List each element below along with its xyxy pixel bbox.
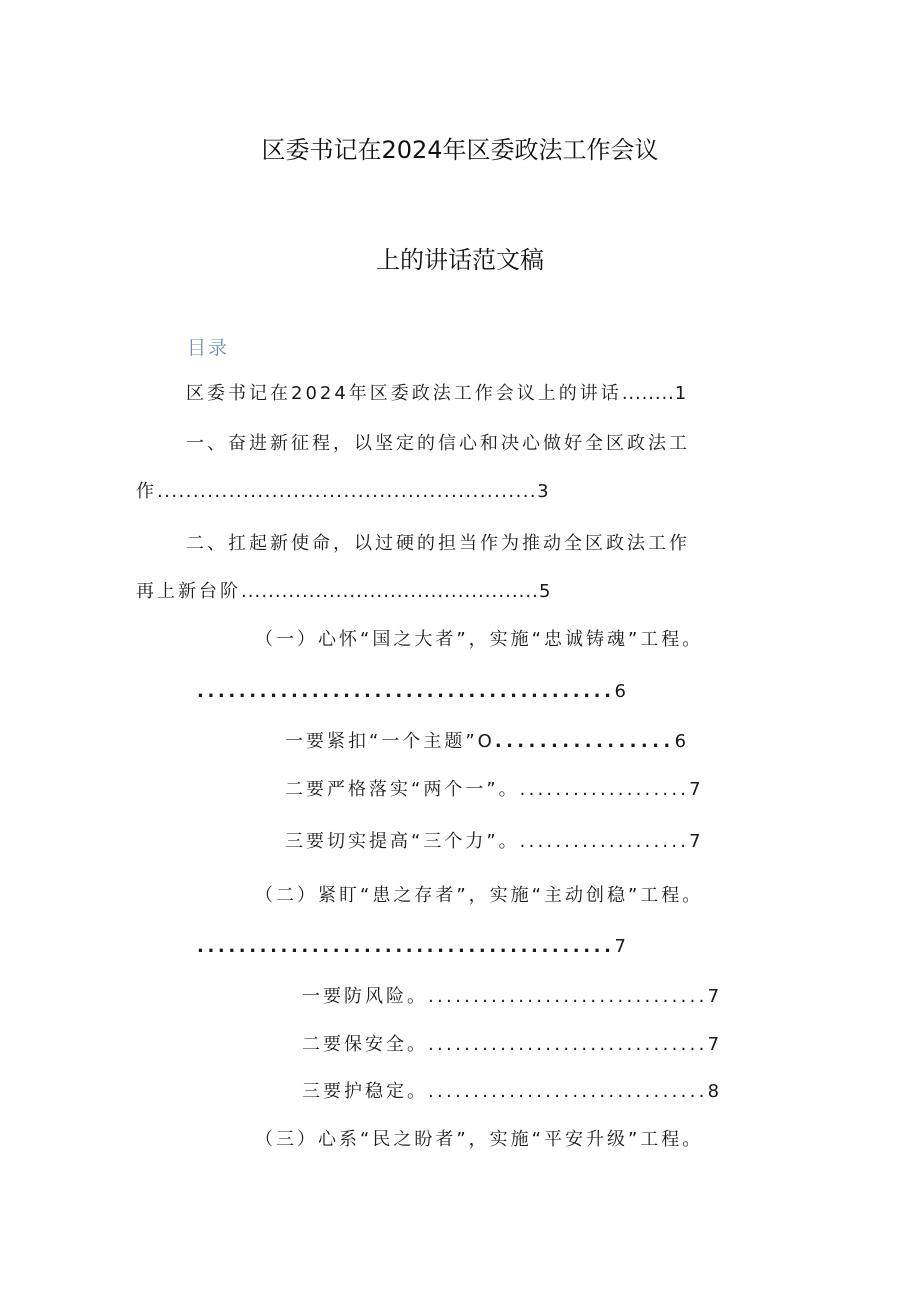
toc-entry-page: 7	[707, 986, 720, 1007]
toc-heading: 目录	[187, 337, 230, 359]
toc-entry-page: 7	[689, 779, 701, 800]
toc-entry[interactable]	[197, 935, 626, 959]
toc-entry[interactable]	[197, 680, 626, 704]
toc-entry-page: 3	[537, 481, 549, 502]
toc-entry-text: 一要防风险。	[302, 986, 428, 1007]
toc-entry-text: （二）紧盯“患之存者”，实施“主动创稳”工程。	[255, 885, 704, 906]
toc-entry[interactable]	[302, 1033, 719, 1057]
toc-entry-text: 二要保安全。	[302, 1034, 428, 1055]
toc-entry-text: 二、扛起新使命，以过硬的担当作为推动全区政法工作	[186, 533, 690, 554]
document-title-line-2: 上的讲话范文稿	[376, 246, 544, 274]
toc-entry[interactable]	[255, 884, 703, 908]
toc-entry[interactable]	[285, 730, 686, 754]
toc-entry[interactable]	[186, 382, 686, 406]
toc-entry-page: 6	[614, 681, 626, 702]
toc-entry-leader: ...................	[519, 831, 690, 852]
toc-entry-page: 7	[614, 936, 626, 957]
toc-entry-text: （三）心系“民之盼者”，实施“平安升级”工程。	[255, 1129, 704, 1150]
toc-entry-text: 三要切实提高“三个力”。	[285, 831, 520, 852]
toc-entry[interactable]	[302, 1080, 719, 1104]
toc-entry-page: 8	[707, 1081, 720, 1102]
toc-entry-leader: ................	[494, 731, 675, 752]
toc-entry-leader: ...............................	[428, 986, 708, 1007]
toc-entry-page: 7	[689, 831, 701, 852]
toc-entry-page: 7	[707, 1034, 720, 1055]
toc-entry-page: 1	[674, 383, 687, 404]
toc-entry-leader: ........................................	[197, 681, 615, 702]
toc-entry-text: 三要护稳定。	[302, 1081, 428, 1102]
toc-entry-text: 二要严格落实“两个一”。	[285, 779, 520, 800]
toc-entry-page: 5	[538, 581, 551, 602]
toc-entry-leader: ...............................	[428, 1034, 708, 1055]
toc-entry-leader: ............................................	[241, 581, 539, 602]
toc-entry-leader: ........	[621, 383, 675, 404]
toc-entry[interactable]	[302, 985, 719, 1009]
toc-entry-text: 一要紧扣“一个主题”O	[285, 731, 495, 752]
toc-entry-leader: ........................................	[197, 936, 615, 957]
toc-entry-page: 6	[674, 731, 687, 752]
document-title-line-1: 区委书记在2024年区委政法工作会议	[261, 136, 659, 164]
toc-entry-text: 区委书记在2024年区委政法工作会议上的讲话	[186, 383, 622, 404]
toc-entry-leader: .....................................................	[157, 481, 538, 502]
toc-entry[interactable]	[136, 580, 550, 604]
toc-entry[interactable]	[255, 1128, 703, 1152]
toc-entry-leader: ...............................	[428, 1081, 708, 1102]
toc-entry-text: 作	[136, 481, 157, 502]
toc-entry-leader: ...................	[519, 779, 690, 800]
toc-entry-text: 再上新台阶	[136, 581, 241, 602]
toc-entry[interactable]	[285, 830, 701, 854]
toc-entry-text: （一）心怀“国之大者”，实施“忠诚铸魂”工程。	[255, 629, 704, 650]
toc-entry[interactable]	[285, 778, 701, 802]
toc-entry-text: 一、奋进新征程，以坚定的信心和决心做好全区政法工	[186, 433, 690, 454]
toc-entry[interactable]	[136, 480, 549, 504]
toc-entry[interactable]	[255, 628, 703, 652]
toc-entry[interactable]	[186, 432, 690, 456]
toc-entry[interactable]	[186, 532, 690, 556]
